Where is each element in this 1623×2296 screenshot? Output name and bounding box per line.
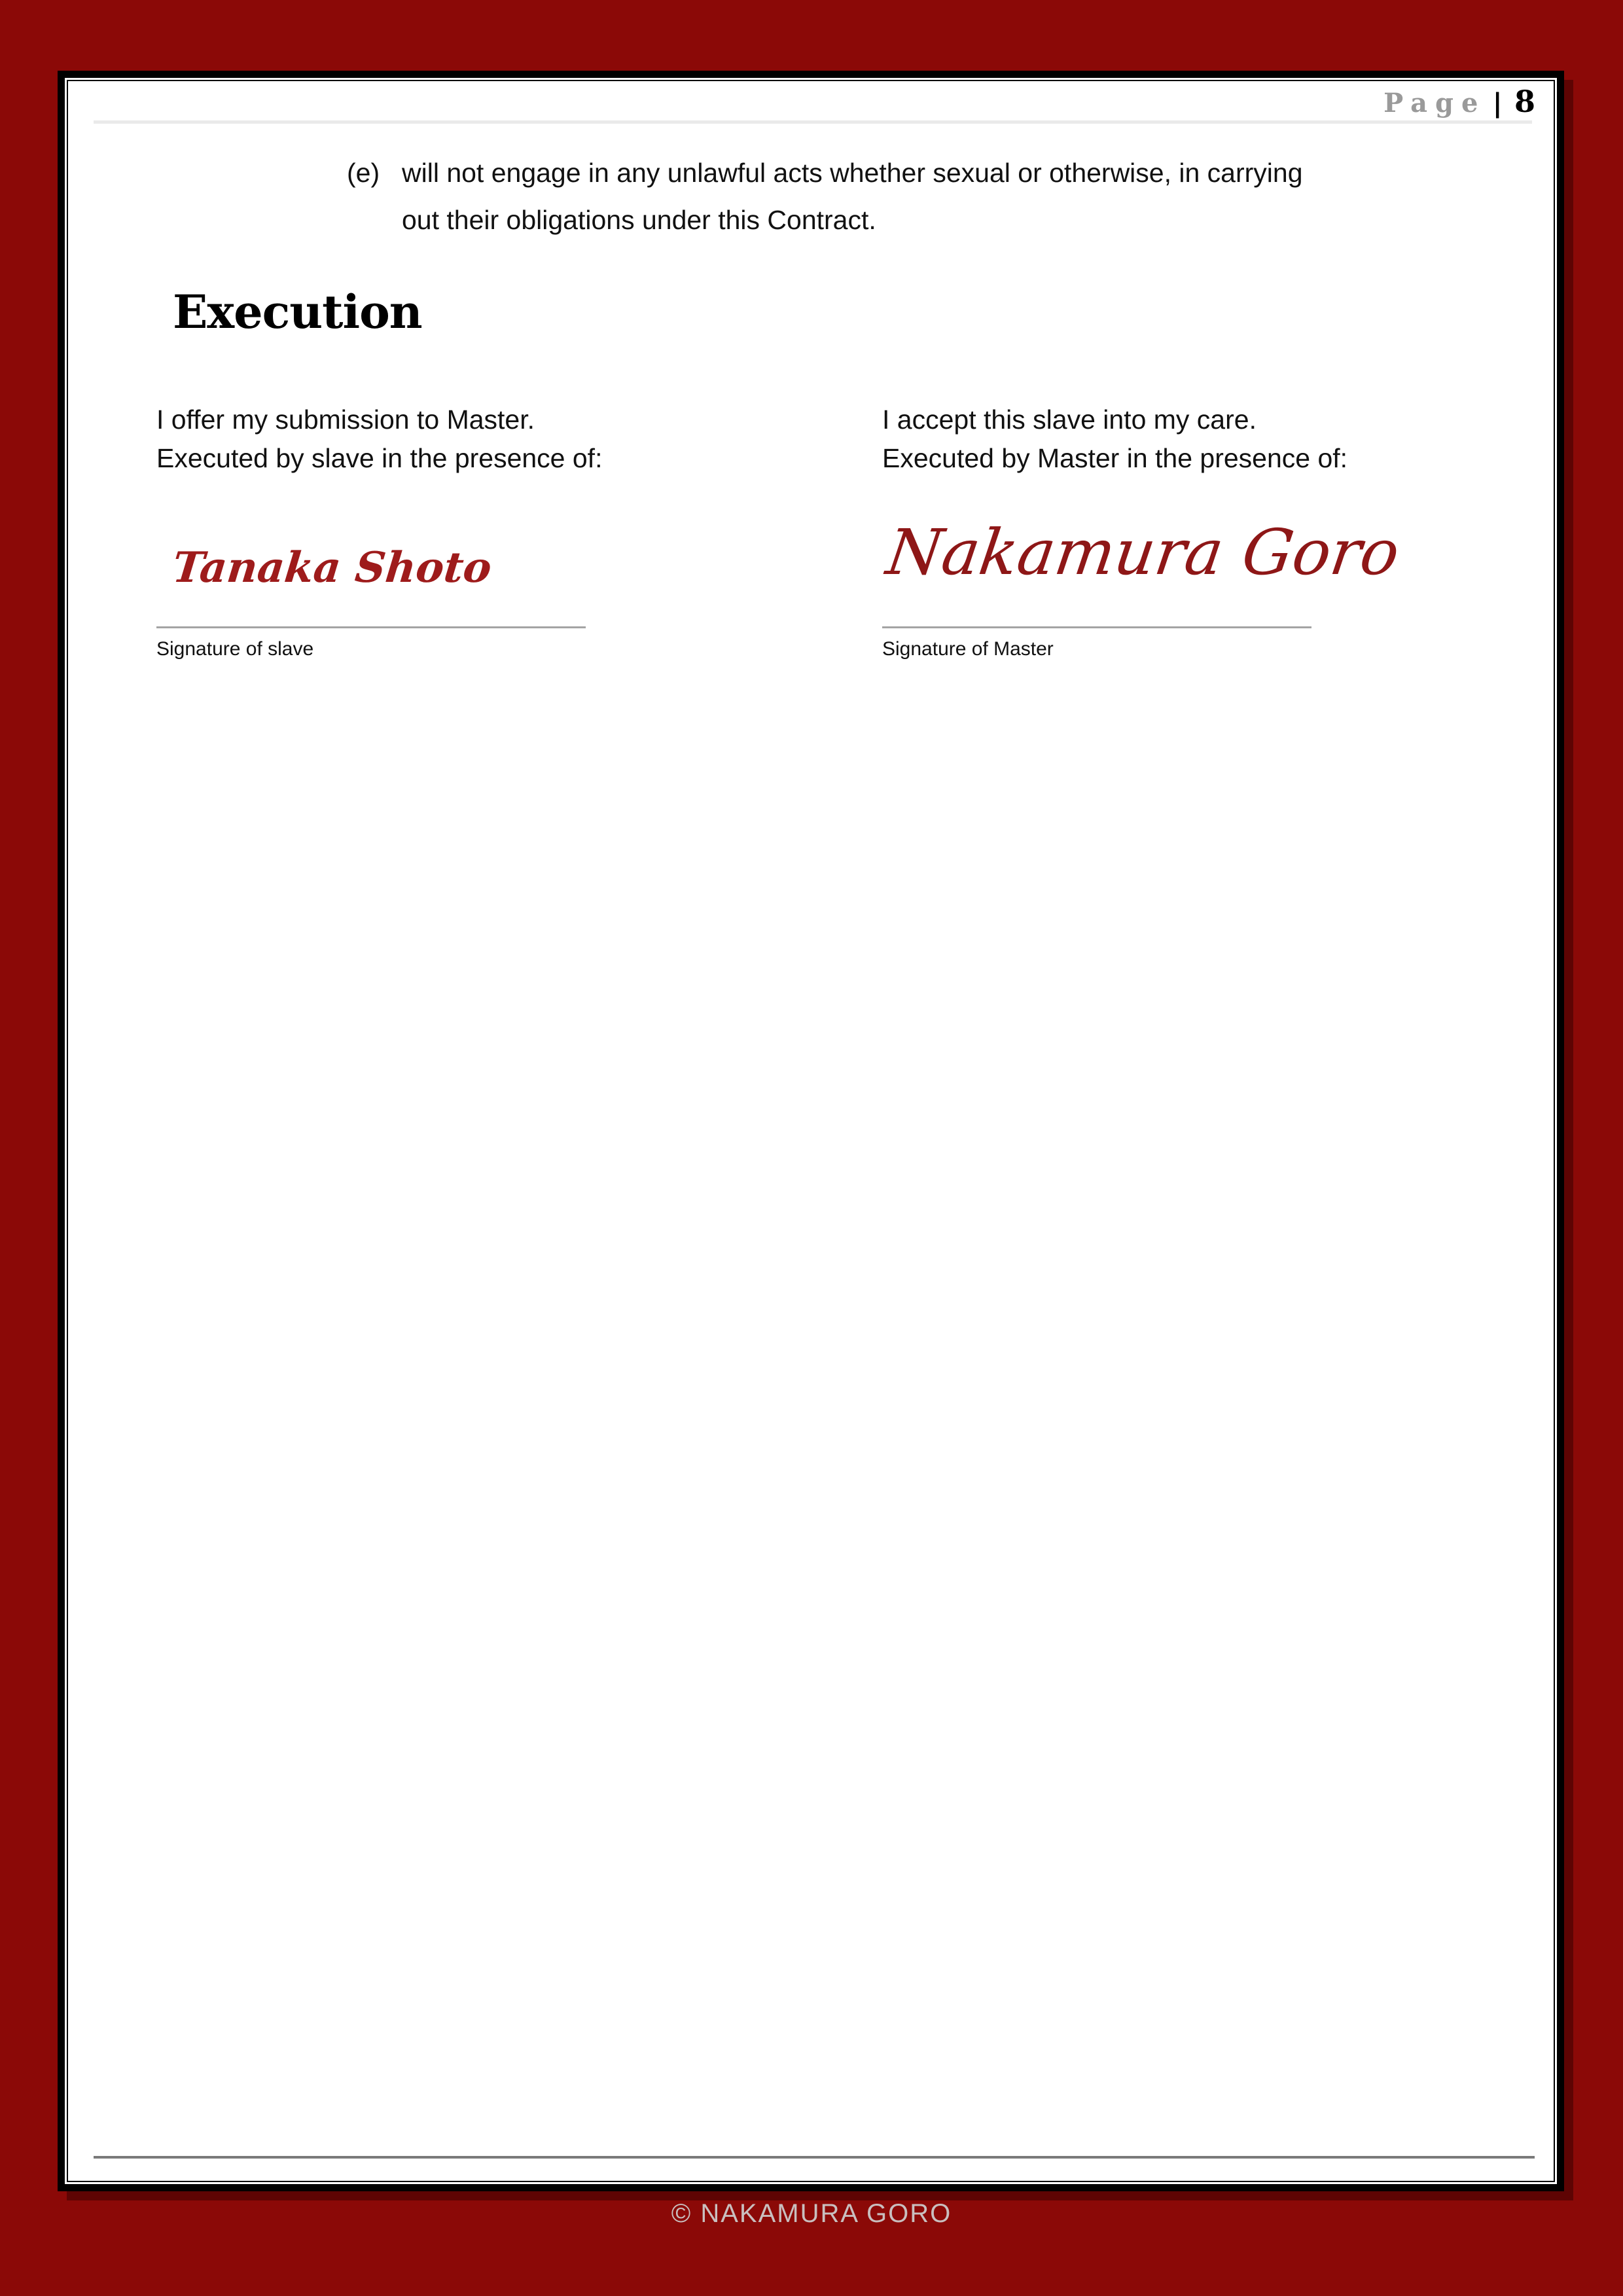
signature-line-master	[882, 626, 1311, 628]
master-statement-line: I accept this slave into my care.	[882, 404, 1257, 435]
signature-label-slave: Signature of slave	[156, 638, 314, 660]
clause-paragraph	[347, 149, 1303, 243]
header-separator: |	[1492, 88, 1503, 118]
signature-label-master: Signature of Master	[882, 638, 1054, 660]
signature-line-slave	[156, 626, 586, 628]
execution-column-slave	[156, 401, 602, 478]
slave-statement-line: I offer my submission to Master.	[156, 404, 535, 435]
signature-master: Nakamura Goro	[882, 516, 1404, 589]
page-frame	[58, 71, 1564, 2191]
header-page-number: 8	[1514, 84, 1535, 119]
section-heading-execution: Execution	[173, 285, 422, 339]
execution-column-master	[882, 401, 1347, 478]
clause-line-1: will not engage in any unlawful acts whether sexual or otherwise, in carrying	[402, 158, 1303, 188]
footer-rule	[94, 2156, 1535, 2159]
clause-marker: (e)	[347, 158, 380, 188]
page-inner-border	[67, 80, 1555, 2182]
header-page-word: Page	[1383, 88, 1486, 118]
master-presence-line: Executed by Master in the presence of:	[882, 443, 1348, 473]
slave-presence-line: Executed by slave in the presence of:	[156, 443, 603, 473]
clause-text	[402, 149, 1303, 243]
signature-slave: Tanaka Shoto	[170, 543, 494, 592]
page-number-header	[1383, 84, 1535, 119]
header-rule	[94, 120, 1532, 124]
copyright-footer: © NAKAMURA GORO	[671, 2199, 952, 2228]
clause-line-2: out their obligations under this Contract.	[402, 205, 876, 235]
